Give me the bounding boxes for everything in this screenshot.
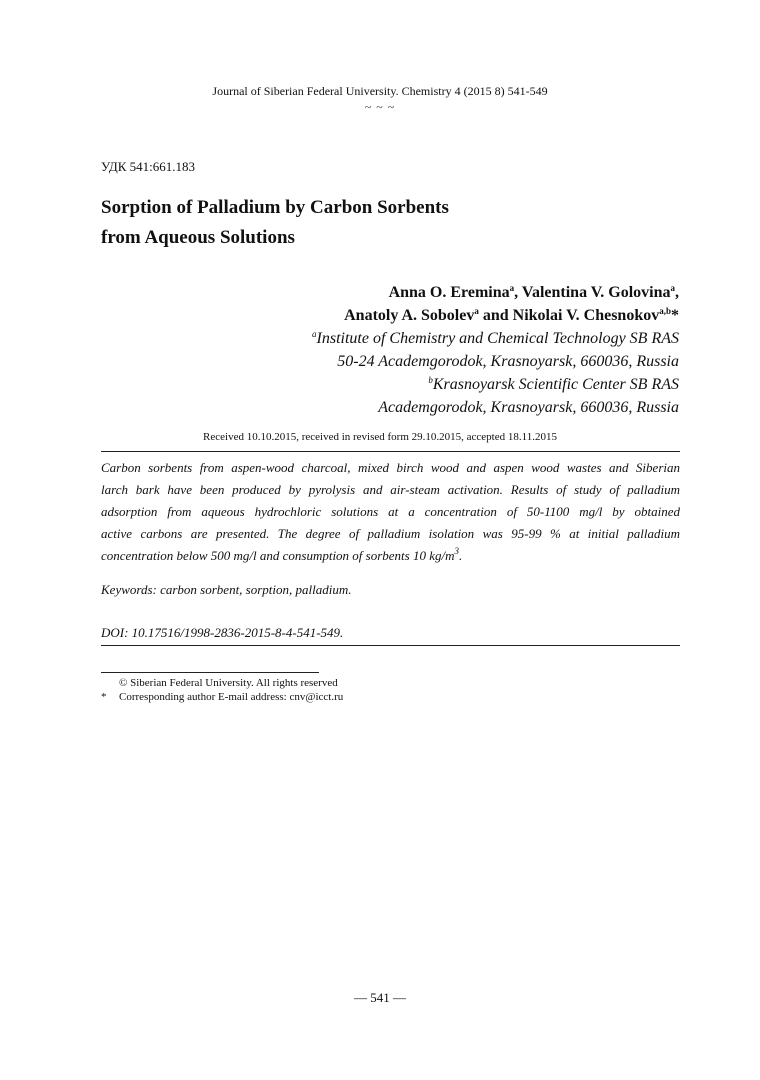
paper-title: [101, 193, 449, 253]
author-name: Valentina V. Golovina: [521, 284, 671, 301]
unit-superscript: 3: [454, 546, 460, 556]
title-line-1: Sorption of Palladium by Carbon Sorbents: [101, 197, 449, 218]
abstract-line: larch bark have been produced by pyrolysis and air-steam activation. Results of study of palladium: [101, 482, 680, 497]
footnote-copyright: © Siberian Federal University. All rights reserved: [119, 677, 338, 689]
udk-code: УДК 541:661.183: [101, 159, 196, 174]
affiliation-marker: a: [509, 283, 515, 293]
abstract: [101, 457, 680, 567]
authors-line-1: Anna O. Eremina$^a$, Valentina V. Golovina$^a$,: [388, 283, 679, 301]
affiliation-a-line-2: 50-24 Academgorodok, Krasnoyarsk, 660036, Russia: [337, 353, 679, 370]
title-line-2: from Aqueous Solutions: [101, 227, 295, 248]
abstract-text: concentration below 500 mg/l and consumption of sorbents 10 kg/m: [101, 548, 455, 563]
affiliation-marker: a,b: [659, 306, 671, 316]
author-name: Anatoly A. Sobolev: [344, 307, 475, 324]
affiliation-marker: a: [312, 329, 317, 339]
authors-line-2: [312, 304, 679, 327]
abstract-line: [101, 545, 680, 567]
author-conjunction: and: [478, 307, 513, 324]
affiliation-b-line-1: [312, 373, 679, 396]
divider-top: [101, 451, 680, 452]
abstract-line: adsorption from aqueous hydrochloric solutions at a concentration of 50-1100 mg/l by obtained: [101, 504, 680, 519]
affiliation-marker: a: [670, 283, 675, 293]
divider-bottom: [101, 645, 680, 646]
corresponding-star: *: [671, 307, 679, 324]
footnote-rule: [101, 672, 319, 673]
author-name: Anna O. Eremina: [388, 284, 510, 301]
abstract-line: active carbons are presented. The degree of palladium isolation was 95-99 % at initial palladium: [101, 526, 680, 541]
footnote-corresponding: Corresponding author E-mail address: cnv@icct.ru: [119, 691, 344, 703]
author-name: Nikolai V. Chesnokov: [512, 307, 660, 324]
abstract-text: .: [459, 548, 463, 563]
affiliation-a-line-1: [312, 327, 679, 350]
journal-header: Journal of Siberian Federal University. Chemistry 4 (2015 8) 541-549: [212, 84, 548, 98]
footnote-star: *: [101, 691, 107, 703]
author-block: [312, 281, 679, 419]
keywords: Keywords: carbon sorbent, sorption, palladium.: [101, 582, 352, 597]
doi: DOI: 10.17516/1998-2836-2015-8-4-541-549.: [101, 625, 344, 640]
affiliation-marker: a: [474, 306, 479, 316]
affiliation-text: Institute of Chemistry and Chemical Technology SB RAS: [316, 330, 679, 347]
affiliation-b-line-2: Academgorodok, Krasnoyarsk, 660036, Russia: [378, 399, 679, 416]
page-number: — 541 —: [354, 990, 406, 1005]
abstract-line: Carbon sorbents from aspen-wood charcoal, mixed birch wood and aspen wood wastes and Siberian: [101, 460, 680, 475]
received-dates: Received 10.10.2015, received in revised form 29.10.2015, accepted 18.11.2015: [203, 431, 557, 443]
affiliation-text: Krasnoyarsk Scientific Center SB RAS: [432, 376, 679, 393]
header-ornament: ~ ~ ~: [364, 100, 396, 114]
affiliation-marker: b: [428, 375, 433, 385]
